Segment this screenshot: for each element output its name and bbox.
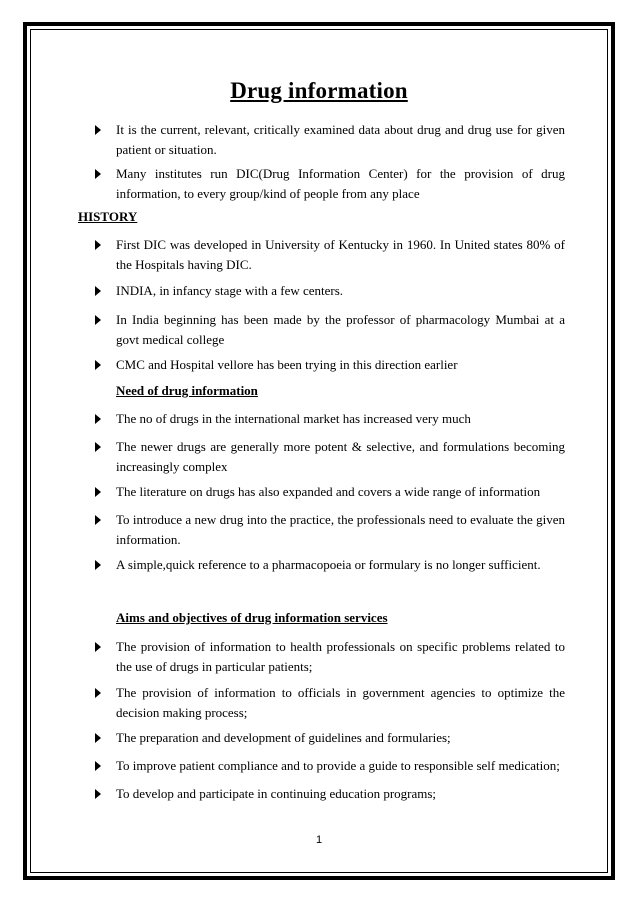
list-item — [95, 164, 565, 204]
bullet-arrow-icon — [95, 642, 101, 652]
bullet-arrow-icon — [95, 560, 101, 570]
list-item — [95, 510, 565, 550]
bullet-arrow-icon — [95, 515, 101, 525]
bullet-arrow-icon — [95, 789, 101, 799]
page-number: 1 — [315, 834, 323, 846]
bullet-arrow-icon — [95, 414, 101, 424]
bullet-arrow-icon — [95, 286, 101, 296]
list-item-text: The provision of information to health professionals on specific problems related to the use of drugs in particular patients; — [116, 639, 565, 674]
bullet-arrow-icon — [95, 360, 101, 370]
list-item-text: To develop and participate in continuing education programs; — [116, 786, 437, 801]
list-item-text: To introduce a new drug into the practice, the professionals need to evaluate the given information. — [116, 512, 565, 547]
list-item — [95, 683, 565, 723]
list-item — [95, 355, 565, 375]
list-item-text: First DIC was developed in University of Kentucky in 1960. In United states 80% of the Hospitals having DIC. — [116, 237, 565, 272]
list-item — [95, 310, 565, 350]
list-item-text: The preparation and development of guidelines and formularies; — [116, 730, 451, 745]
bullet-arrow-icon — [95, 761, 101, 771]
bullet-arrow-icon — [95, 487, 101, 497]
list-item-text: The provision of information to officials in government agencies to optimize the decision making process; — [116, 685, 565, 720]
list-item — [95, 728, 565, 748]
history-heading: HISTORY — [78, 209, 138, 224]
list-item — [95, 555, 565, 575]
list-item-text: It is the current, relevant, critically examined data about drug and drug use for given patient or situation. — [116, 122, 565, 157]
list-item — [95, 235, 565, 275]
list-item-text: INDIA, in infancy stage with a few centers. — [116, 283, 344, 298]
list-item-text: In India beginning has been made by the professor of pharmacology Mumbai at a govt medical college — [116, 312, 565, 347]
list-item-text: A simple,quick reference to a pharmacopoeia or formulary is no longer sufficient. — [116, 557, 541, 572]
bullet-arrow-icon — [95, 169, 101, 179]
list-item — [95, 482, 565, 502]
list-item — [95, 281, 565, 301]
list-item — [95, 409, 565, 429]
bullet-arrow-icon — [95, 125, 101, 135]
need-heading: Need of drug information — [116, 383, 258, 398]
bullet-arrow-icon — [95, 240, 101, 250]
list-item-text: To improve patient compliance and to provide a guide to responsible self medication; — [116, 758, 560, 773]
list-item-text: The newer drugs are generally more potent & selective, and formulations becoming increasingly complex — [116, 439, 565, 474]
list-item-text: CMC and Hospital vellore has been trying in this direction earlier — [116, 357, 458, 372]
list-item-text: The literature on drugs has also expanded and covers a wide range of information — [116, 484, 541, 499]
list-item — [95, 784, 565, 804]
aims-heading: Aims and objectives of drug information services — [116, 610, 388, 625]
list-item — [95, 120, 565, 160]
list-item-text: Many institutes run DIC(Drug Information Center) for the provision of drug information, to every group/kind of people from any place — [116, 166, 565, 201]
bullet-arrow-icon — [95, 688, 101, 698]
bullet-arrow-icon — [95, 442, 101, 452]
list-item — [95, 637, 565, 677]
page-title: Drug information — [230, 78, 408, 103]
list-item — [95, 437, 565, 477]
bullet-arrow-icon — [95, 315, 101, 325]
bullet-arrow-icon — [95, 733, 101, 743]
list-item-text: The no of drugs in the international market has increased very much — [116, 411, 471, 426]
list-item — [95, 756, 565, 776]
